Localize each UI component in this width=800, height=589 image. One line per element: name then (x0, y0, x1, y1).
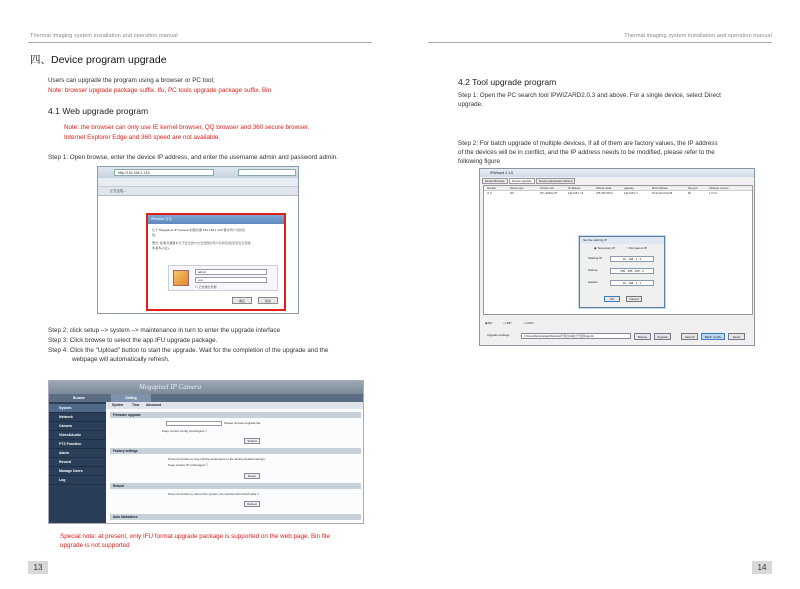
submit-button[interactable]: Submit (244, 438, 260, 444)
tool-step-2-cont: of the devices will be in conflict, and the IP address needs to be modified, please refer to the (458, 149, 715, 156)
camera-web-screenshot (48, 380, 364, 524)
col-device-type: Device type (510, 187, 524, 190)
dialog-message-1: 位于 Megapixel IP Camera 的服务器 192.168.1.132 要求用户名和密 (152, 228, 246, 232)
password-input[interactable]: ••••• (195, 277, 267, 283)
sidebar-item-manage-users[interactable]: Manage Users (49, 467, 106, 476)
firmware-section: Firmware upgrade (110, 412, 361, 418)
dialog-cancel-button[interactable]: Cancel (626, 296, 642, 302)
starting-ip-dialog (579, 236, 665, 308)
cell-http-port: 80 (688, 192, 691, 195)
step-3-text: Step 3: Click browse to select the app.IFU upgrade package. (48, 337, 218, 344)
tool-step-2: Step 2: For batch upgrade of multiple devices, if all of them are factory values, the IP address (458, 140, 718, 147)
subnet-label: Subnet (588, 268, 598, 272)
cancel-button[interactable]: 取消 (258, 297, 278, 304)
browser-note-1: Note: the browser can only use IE kernel browser, QQ browser and 360 secure browser. (64, 124, 310, 131)
cell-gateway: 192.168.1.1 (624, 192, 638, 195)
header-rule (28, 42, 372, 43)
gateway-input[interactable]: 10 . 168 . 1 . 1 (610, 280, 654, 286)
nav-browse[interactable]: Browse (73, 396, 85, 400)
ok-button[interactable]: 确定 (232, 297, 252, 304)
keep-config-checkbox[interactable]: Keep current config unchanged ☐ (162, 429, 208, 433)
tool-step-1-cont: upgrade. (458, 101, 483, 108)
choose-file-label: Please choose upgrade file. (224, 421, 262, 425)
starting-ip-label: Starting IP (588, 256, 603, 260)
dialog-ok-button[interactable]: OK (604, 296, 620, 302)
dialog-warning-2: 的基本认证)。 (152, 246, 172, 250)
keep-ip-label: Keep current IP unchanged (168, 463, 205, 467)
intro-text: Users can upgrade the program using a browser or PC tool; (48, 77, 215, 84)
step-1-text: Step 1: Open browse, enter the device IP address, and enter the username admin and password admin. (48, 154, 339, 161)
factory-text: Press the button to reset all the parameters to the factory default settings. (168, 457, 266, 461)
step-2-text: Step 2: click setup –> system –> maintenance in turn to enter the upgrade interface (48, 327, 281, 334)
radio-udp[interactable]: ○ UDP (503, 321, 512, 325)
permanent-ip-radio[interactable]: ○ Permanent IP (626, 246, 647, 250)
browse-button[interactable]: Browse (634, 333, 651, 340)
reset-button[interactable]: Reset (244, 473, 260, 479)
remember-label: 记住我的凭据 (198, 285, 217, 289)
col-subnet: Subnet mask (596, 187, 612, 190)
keep-ip-checkbox[interactable]: Keep current IP unchanged ☐ (168, 463, 209, 467)
file-input[interactable] (166, 421, 222, 426)
chapter-heading: 四、Device program upgrade (30, 54, 167, 66)
cell-mac: 00-0a-5b-ff-00-b8 (652, 192, 673, 195)
temporary-ip-label: Temporary IP (597, 246, 616, 250)
radio-logo-label: LOGO (525, 321, 534, 325)
page-number: 14 (752, 561, 772, 574)
device-table (483, 185, 753, 315)
package-label: Upgrade package: (487, 333, 510, 337)
col-gateway: gateway (624, 187, 634, 190)
running-head: Thermal imaging system installation and operation manual (30, 33, 178, 39)
col-http-port: http port (688, 187, 698, 190)
special-note-1: Special note: at present, only IFU format upgrade package is supported on the web page. Bin file (60, 533, 330, 540)
camera-nav (49, 394, 363, 402)
browser-tab[interactable]: 正在连接... (98, 187, 298, 196)
suffix-note: Note: browser upgrade package suffix. Ifu, PC tools upgrade package suffix. Bin (48, 87, 272, 94)
address-bar[interactable]: http://192.168.1.132/ (114, 169, 214, 176)
running-head: Thermal imaging system installation and operation manual (624, 33, 772, 39)
favorites-bar (98, 178, 298, 187)
cell-subnet: 255.255.255.0 (596, 192, 613, 195)
tab-device-upgrade[interactable]: Device upgrade (509, 178, 535, 184)
radio-logo[interactable]: ○ LOGO (523, 321, 534, 325)
radio-udp-label: UDP (505, 321, 512, 325)
upgrade-controls (483, 319, 753, 345)
starting-ip-input[interactable]: 10 . 168 . 1 . 2 (610, 256, 654, 262)
reboot-section: Reboot (110, 483, 361, 489)
browser-toolbar (98, 167, 298, 178)
subtab-advanced[interactable]: Advanced (146, 403, 162, 407)
page-number: 13 (28, 561, 48, 574)
dialog-title: Set the starting IP (580, 237, 664, 244)
step-4-text: Step 4: Click the "Upload" button to start the upgrade. Wait for the completion of the upgrade and the (48, 347, 329, 354)
search-box[interactable] (238, 169, 296, 176)
username-input[interactable]: admin (195, 269, 267, 275)
col-software: Software version (709, 187, 729, 190)
tab-device-browser[interactable]: Device Browser (482, 178, 508, 184)
clear-all-button[interactable]: clear all (681, 333, 698, 340)
camera-sidebar (49, 402, 106, 524)
header-rule (428, 42, 772, 43)
ipwizard-screenshot (479, 168, 755, 346)
special-note-2: upgrade is not supported (60, 542, 130, 549)
browser-login-screenshot (97, 166, 299, 314)
row-checkbox[interactable]: ☑ 0 (487, 192, 492, 195)
batch-modify-button[interactable]: Batch modify (701, 333, 725, 340)
reboot-button[interactable]: Reboot (244, 501, 260, 507)
tab-device-parameters[interactable]: Device parameters derived (536, 178, 575, 184)
camera-header (49, 381, 363, 394)
sidebar-item-network[interactable]: Network (49, 413, 106, 422)
keep-config-label: Keep current config unchanged (162, 429, 204, 433)
login-dialog (146, 213, 286, 311)
tool-step-2-cont2: following figure (458, 158, 501, 165)
sidebar-item-camera[interactable]: Camera (49, 422, 106, 431)
auto-maintaince-section: Auto Maintaince (110, 514, 361, 520)
package-path-input[interactable]: C:\Users\Administrator\Desktop\升级包\ifu格式升级包\app.ifu (521, 333, 631, 339)
remember-checkbox[interactable]: ☐ 记住我的凭据 (195, 285, 217, 289)
cell-number: 0 (490, 192, 492, 195)
nav-setting[interactable]: Setting (111, 394, 151, 402)
sidebar-item-ptz[interactable]: PTZ Function (49, 440, 106, 449)
gateway-label: Gatewt (588, 280, 598, 284)
dialog-title: Windows 安全 (148, 215, 284, 224)
camera-main (106, 402, 364, 524)
col-mac: MAC Address (652, 187, 668, 190)
sidebar-item-log[interactable]: Log (49, 476, 106, 485)
radio-bin-label: Bin (488, 321, 493, 325)
col-product-info: Product info (540, 187, 554, 190)
sidebar-item-record[interactable]: Record (49, 458, 106, 467)
subtab-system[interactable]: System (112, 403, 124, 407)
step-4-text-cont: webpage will automatically refresh. (72, 356, 170, 363)
cell-device-type: IPC (510, 192, 515, 195)
subnet-input[interactable]: 255 . 255 . 255 . 0 (610, 268, 654, 274)
wizard-title: IPWizard 2.1.5 (480, 169, 754, 177)
browser-content (98, 196, 298, 314)
user-avatar-icon (173, 270, 189, 286)
section-heading-4-1: 4.1 Web upgrade program (48, 106, 149, 116)
radio-bin[interactable]: ◉ Bin (485, 321, 493, 325)
col-ip-address: IP address (568, 187, 581, 190)
camera-subtabs (106, 402, 364, 409)
temporary-ip-radio[interactable]: ◉ Temporary IP (594, 246, 616, 250)
sidebar-item-alarm[interactable]: Alarm (49, 449, 106, 458)
cell-software: 1.0.0.0 (709, 192, 717, 195)
sidebar-item-video-audio[interactable]: Video&Audio (49, 431, 106, 440)
credential-box (168, 265, 278, 291)
subtab-time[interactable]: Time (132, 403, 140, 407)
reset-button[interactable]: Reset (728, 333, 745, 340)
camera-title: Megapixel IP Camera (139, 383, 202, 391)
col-number: Number (487, 187, 497, 190)
browser-note-2: Internet Explorer Edge and 360 speed are not available. (64, 134, 221, 141)
upgrade-button[interactable]: Upgrade (654, 333, 671, 340)
cell-ip-address: 192.168.1.16 (568, 192, 584, 195)
dialog-warning-1: 警告: 此服务器要求以不安全的方式发送您的用户名和密码(没有安全连接 (152, 241, 251, 245)
reboot-text: Press the button to reboot the system, the window will refresh after it. (168, 492, 260, 496)
dialog-message-2: 码。 (152, 233, 159, 237)
factory-section: Factory settings (110, 448, 361, 454)
tool-step-1: Step 1: Open the PC search tool IPWIZARD2.0.3 and above. For a single device, select Direct (458, 92, 721, 99)
section-heading-4-2: 4.2 Tool upgrade program (458, 77, 557, 87)
cell-product-info: IPC-400M-HTT (540, 192, 558, 195)
sidebar-item-system[interactable]: System (49, 404, 106, 413)
permanent-ip-label: Permanent IP (628, 246, 647, 250)
